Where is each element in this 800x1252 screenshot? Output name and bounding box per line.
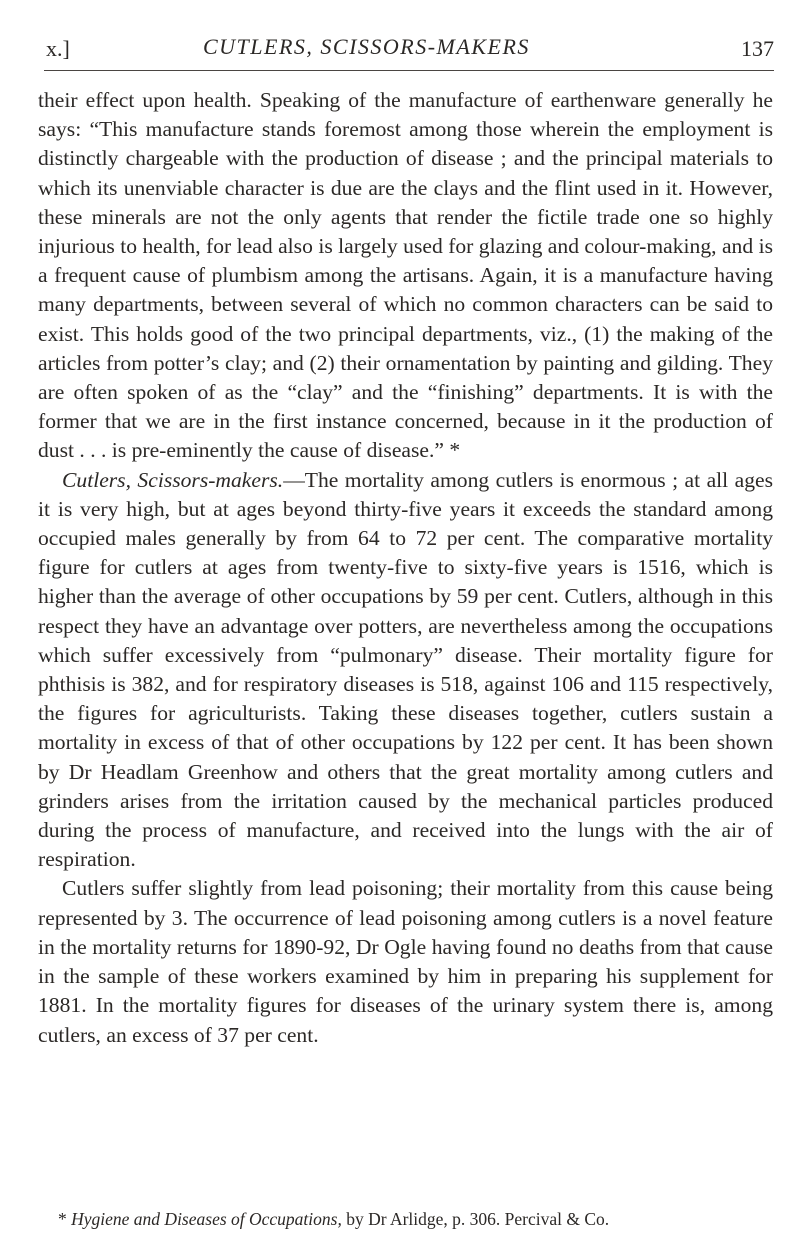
footnote-text: by Dr Arlidge, p. 306. Percival & Co. <box>341 1209 610 1229</box>
running-title: CUTLERS, SCISSORS-MAKERS <box>203 34 530 59</box>
paragraph-3: Cutlers suffer slightly from lead poisoning; their mortality from this cause being represented by 3. The occurrence of lead poisoning among cutlers is a novel feature in the mortality returns for 1890-92, Dr Ogle having found no deaths from that cause in the sample of these workers examined by him in preparing his supplement for 1881. In the mortality figures for diseases of the urinary system there is, among cutlers, an excess of 37 per cent. <box>38 876 773 1047</box>
running-head <box>38 34 778 74</box>
page-number: 137 <box>741 36 774 61</box>
paragraph-2 <box>38 466 773 875</box>
chapter-number: x.] <box>46 36 70 61</box>
paragraph-2-text: —The mortality among cutlers is enormous ; at all ages it is very high, but at ages beyond thirty-five years it exceeds the standard among occupied males generally by from 64 to 72 per cent. The comparative mortality figure for cutlers at ages from twenty-five to sixty-five years is 1516, which is higher than the average of other occupations by 59 per cent. Cutlers, although in this respect they have an advantage over potters, are nevertheless among the occupations which suffer excessively from “pulmonary” disease. Their mortality figure for phthisis is 382, and for respiratory diseases is 518, against 106 and 115 respectively, the figures for agriculturists. Taking these diseases together, cutlers sustain a mortality in excess of that of other occupations by 122 per cent. It has been shown by Dr Headlam Greenhow and others that the great mortality among cutlers and grinders arises from the irritation caused by the mechanical particles produced during the process of manufacture, and received into the lungs with the air of respiration. <box>38 467 773 872</box>
book-page <box>38 0 778 1252</box>
footnote <box>58 1208 773 1230</box>
section-heading: Cutlers, Scissors-makers. <box>62 467 284 492</box>
footnote-title: Hygiene and Diseases of Occupations, <box>71 1209 342 1229</box>
body-text <box>38 86 773 1050</box>
paragraph-1: their effect upon health. Speaking of the manufacture of earthenware generally he says: “This manufacture stands foremost among those wherein the employment is distinctly chargeable with the production of disease ; and the principal materials to which its unenviable character is due are the clays and the flint used in it. However, these minerals are not the only agents that render the fictile trade one so highly injurious to health, for lead also is largely used for glazing and colour-making, and is a frequent cause of plumbism among the artisans. Again, it is a manufacture having many departments, between several of which no common characters can be said to exist. This holds good of the two principal departments, viz., (1) the making of the articles from potter’s clay; and (2) their ornamentation by painting and gilding. They are often spoken of as the “clay” and the “finishing” departments. It is with the former that we are in the first instance concerned, because in it the production of dust . . . is pre-eminently the cause of disease.” * <box>38 88 773 463</box>
header-rule <box>44 70 774 71</box>
footnote-marker: * <box>58 1209 67 1229</box>
